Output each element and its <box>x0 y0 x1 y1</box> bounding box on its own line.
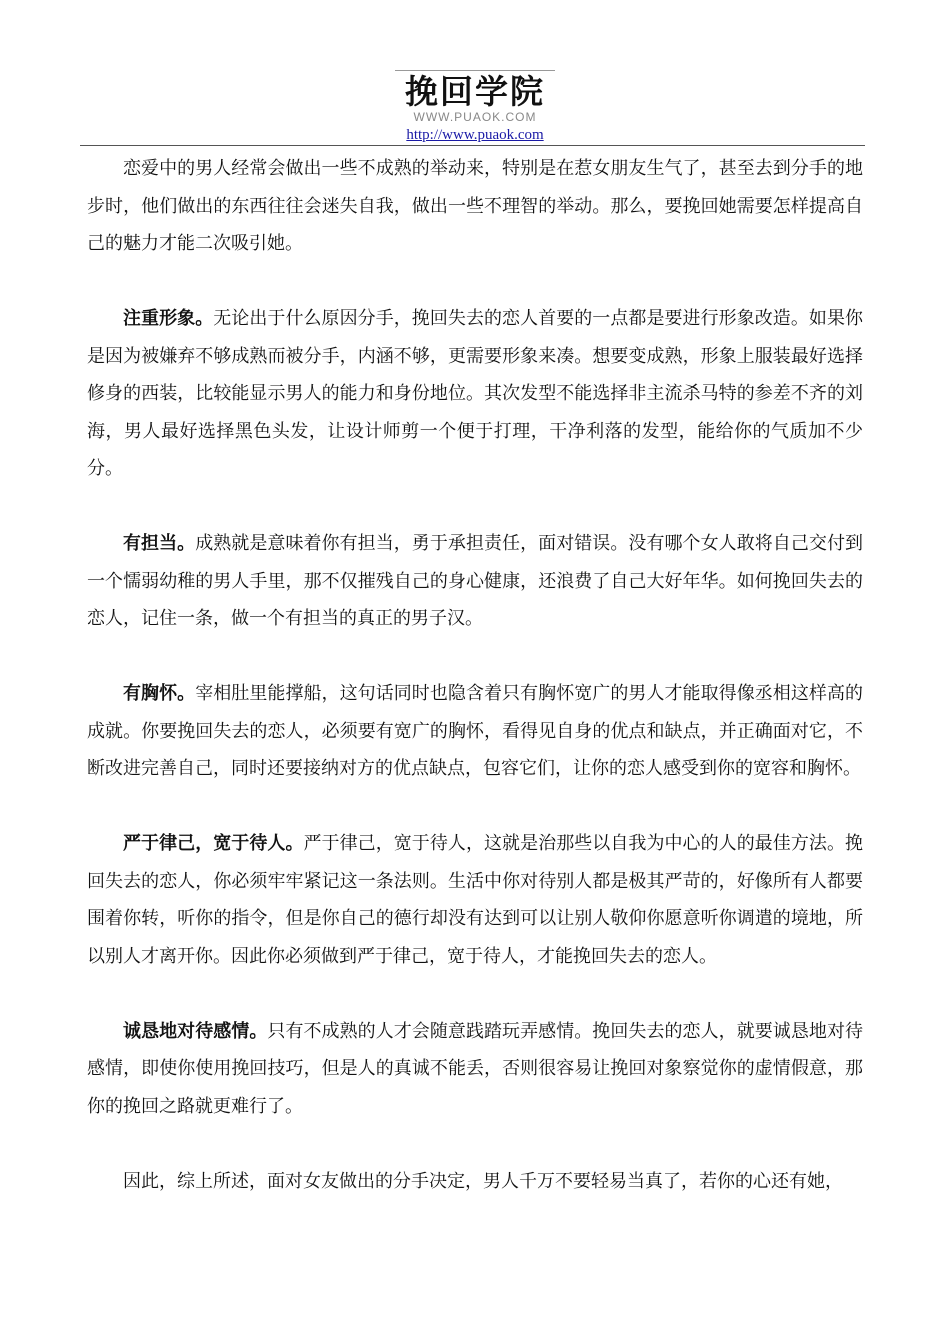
logo-divider <box>395 70 555 71</box>
paragraph-heading: 诚恳地对待感情。 <box>123 1020 268 1042</box>
paragraph-text: 成熟就是意味着你有担当，勇于承担责任，面对错误。没有哪个女人敢将自己交付到一个懦弱幼稚的男人手里，那不仅摧残自己的身心健康，还浪费了自己大好年华。如何挽回失去的恋人，记住一条，做一个有担当的真正的男子汉。 <box>87 533 863 629</box>
article-body <box>87 150 863 1200</box>
paragraph-sincerity <box>87 1013 863 1126</box>
site-logo: 挽回学院 <box>405 72 545 111</box>
paragraph-text: 严于律己，宽于待人，这就是治那些以自我为中心的人的最佳方法。挽回失去的恋人，你必须牢牢紧记这一条法则。生活中你对待别人都是极其严苛的，好像所有人都要围着你转，听你的指令，但是你自己的德行却没有达到可以让别人敬仰你愿意听你调遣的境地，所以别人才离开你。因此你必须做到严于律己，宽于待人，才能挽回失去的恋人。 <box>87 833 863 967</box>
paragraph-heading: 严于律己，宽于待人。 <box>123 833 304 854</box>
paragraph-heading: 注重形象。 <box>123 308 214 329</box>
paragraph-text: 只有不成熟的人才会随意践踏玩弄感情。挽回失去的恋人，就要诚恳地对待感情，即使你使用挽回技巧，但是人的真诚不能丢，否则很容易让挽回对象察觉你的虚情假意，那你的挽回之路就更难行了。 <box>87 1020 864 1117</box>
intro-paragraph: 恋爱中的男人经常会做出一些不成熟的举动来，特别是在惹女朋友生气了，甚至去到分手的地步时，他们做出的东西往往会迷失自我，做出一些不理智的举动。那么，要挽回她需要怎样提高自己的魅力才能二次吸引她。 <box>87 158 863 254</box>
conclusion-paragraph <box>87 1163 863 1201</box>
page-header <box>0 0 950 150</box>
site-logo-subtext: WWW.PUAOK.COM <box>413 110 537 124</box>
paragraph-broad-mind <box>87 675 863 788</box>
header-divider <box>80 145 865 146</box>
paragraph-text: 宰相肚里能撑船，这句话同时也隐含着只有胸怀宽广的男人才能取得像丞相这样高的成就。你要挽回失去的恋人，必须要有宽广的胸怀，看得见自身的优点和缺点，并正确面对它，不断改进完善自己，同时还要接纳对方的优点缺点，包容它们，让你的恋人感受到你的宽容和胸怀。 <box>87 683 863 779</box>
paragraph-responsibility <box>87 525 863 638</box>
site-url-link[interactable]: http://www.puaok.com <box>406 127 544 143</box>
paragraph-image <box>87 300 863 488</box>
paragraph-self-discipline <box>87 825 863 975</box>
paragraph-heading: 有胸怀。 <box>123 683 196 704</box>
paragraph-heading: 有担当。 <box>123 533 196 554</box>
paragraph-text: 因此，综上所述，面对女友做出的分手决定，男人千万不要轻易当真了，若你的心还有她， <box>123 1170 843 1192</box>
paragraph-text: 无论出于什么原因分手，挽回失去的恋人首要的一点都是要进行形象改造。如果你是因为被嫌弃不够成熟而被分手，内涵不够，更需要形象来凑。想要变成熟，形象上服装最好选择修身的西装，比较能显示男人的能力和身份地位。其次发型不能选择非主流杀马特的参差不齐的刘海，男人最好选择黑色头发，让设计师剪一个便于打理，干净利落的发型，能给你的气质加不少分。 <box>87 308 863 479</box>
